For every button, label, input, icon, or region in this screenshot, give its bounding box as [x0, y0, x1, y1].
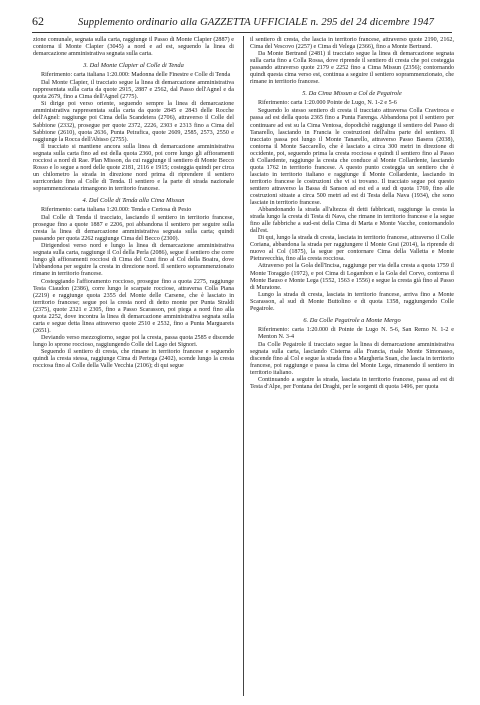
section-heading-6: 6. Da Colle Pegairole a Monte Mergo — [303, 316, 401, 324]
paragraph: Deviando verso mezzogiorno, segue poi la cresta, passa quota 2585 e discende lungo lo sprone roccioso, raggiungendo Colle del Lago dei Signori. — [33, 334, 234, 348]
paragraph: Dal Monte Clapier, il tracciato segue la linea di demarcazione amministrativa rappresentata sulla carta da quote 2915, 2887 e 2562, dal Passo dell'Agnel e da quota 2679, fino a Cima dell'Agnel (2775). — [33, 80, 234, 101]
reference-3: Riferimento: carta italiana 1:20.000: Madonna delle Finestre e Colle di Tenda — [41, 72, 231, 79]
running-title: Supplemento ordinario alla GAZZETTA UFFICIALE n. 295 del 24 dicembre 1947 — [78, 17, 434, 28]
paragraph: zione comunale, segnata sulla carta, raggiunge il Passo di Monte Clapier (2887) e contorna il Monte Clapier (3045) a nord e ad est, seguendo la linea di demarcazione amministrativa segnata sulla carta. — [33, 37, 234, 58]
header-rule — [32, 32, 452, 33]
paragraph: Dirigendosi verso nord e lungo la linea di demarcazione amministrativa segnata sulla carta, raggiunge il Col della Perla (2086), segue il sentiero che corre lungo gli affioramenti rocciosi di Cima del Cuni fino al Col della Boaira, dove l'abbandona per seguire la cresta in direzione nord. Il sentiero soprammenzionato rimane in territorio francese. — [33, 243, 234, 278]
running-head — [32, 14, 452, 30]
paragraph: Lungo la strada di cresta, lasciata in territorio francese, arriva fino a Monte Scarasson, al sud di Monte Buttolino e di quota 1358, raggiungendo Colle Pegairole. — [250, 291, 454, 312]
paragraph: Seguendo lo stesso sentiero di cresta il tracciato attraversa Colla Craviroca e passa ad est della quota 2365 fino a Punta Farenga. Abbandona poi il sentiero per continuare ad est su la Cima Ventosa, dopodichè raggiunge il sentiero del Passo di Tanarello, lasciando in Francia le costruzioni dell'altra parte del sentiero. Il tracciato passa poi lungo il Monte Tanarello, attraverso Passo Basera (2038), contorna il Monte Saccarello, che è lasciato a circa 300 metri in direzione di occidente, poi, seguendo prima la cresta rocciosa e quindi il sentiero fino al Passo di Collardente, raggiunge la cresta che conduce al Monte Collardente, lasciando quota 1762 in territorio francese. A questo punto costeggia un sentiero che è lasciato in territorio italiano e raggiunge il Monte Collardente, lasciando in territorio francese le costruzioni che vi si trovano. Il tracciato segue poi questo sentiero attraverso la Bassa di Sanson ad est ed a sud di quota 1769, fino alle costruzioni situate a circa 500 metri ad est di Testa della Nava (1934), che sono lasciate in territorio francese. — [250, 108, 454, 207]
section-heading-5: 5. Da Cima Missun a Col de Pegairole — [302, 90, 402, 98]
reference-5: Riferimento: carta 1:20.000 Pointe de Lugo, N. 1-2 e 5-6 — [258, 100, 397, 107]
column-divider — [243, 36, 244, 696]
reference-6: Riferimento: carta 1:20.000 di Pointe de Lugo N. 5-6, San Remo N. 1-2 e Menton N. 3-4 — [258, 326, 454, 340]
paragraph: Di qui, lungo la strada di cresta, lasciata in territorio francese, attraverso il Colle Coriana, abbandona la strada per raggiungere il Monte Grai (2014), la riprende di nuovo al Col (1875), la segue per contornare Cima della Valletta e Monte Pietravecchia, fino alla cresta rocciosa. — [250, 235, 454, 263]
paragraph: Da Monte Bertrand (2481) il tracciato segue la linea di demarcazione segnata sulla carta fino a Colla Rossa, dove riprende il sentiero di cresta che poi costeggia passando attraverso quote 2179 e 2252 fino a Cima Missun (2356); contornando quindi questa cima verso est, continua a seguire il sentiero soprammenzionato, che rimane in territorio francese. — [250, 51, 454, 86]
paragraph: Seguendo il sentiero di cresta, che rimane in territorio francese e seguendo quindi la cresta stessa, raggiunge Cima di Pertega (2402), scende lungo la cresta rocciosa fino al Colle della Valle Vecchia (2106); di qui segue — [33, 348, 234, 370]
paragraph: Abbandonando la strada all'altezza di detti fabbricati, raggiunge la cresta la strada lungo la cresta di Testa di Nava, che rimane in territorio francese e la segue fino alle fabbriche a sud-est della Cima di Marta e Monte Vacche, contornandolo dall'est. — [250, 207, 454, 235]
section-heading-4: 4. Dal Colle di Tenda alla Cima Missun — [82, 196, 185, 204]
paragraph: il sentiero di cresta, che lascia in territorio francese, attraverso quote 2190, 2162, Cima del Vescovo (2257) e Cima di Velega (2366), fino a Monte Bertrand. — [250, 37, 454, 51]
paragraph: Attraverso poi la Gola dell'Incisa, raggiunge per via della cresta a quota 1759 il Monte Toraggio (1972), e poi Cima di Logambon e la Gola del Corvo, contorna il Monte Bauso e Monte Lega (1552, 1563 e 1556) e segue la cresta già fino al Passo di Muratone. — [250, 263, 454, 291]
paragraph: Da Colle Pegairole il tracciato segue la linea di demarcazione amministrativa segnata sulla carta, lasciando Cisterna alla Francia, risale Monte Simonasso, discende fino al Col e segue la strada fino a Margheria Suan, che lascia in territorio francese, poi raggiunge e passa la cima del Monte Lega, rimanendo il sentiero in territorio italiano. — [250, 341, 454, 377]
page-number: 62 — [32, 14, 44, 28]
paragraph: Continuando a seguire la strada, lasciata in territorio francese, passa ad est di Testa d'Alpe, per Fontana dei Draghi, per le sorgenti di quota 1496, per quota — [250, 377, 454, 391]
right-column — [250, 37, 454, 391]
section-heading-3: 3. Dal Monte Clapier al Colle di Tenda — [83, 62, 184, 70]
paragraph: Si dirige poi verso oriente, seguendo sempre la linea di demarcazione amministrativa rappresentata sulla carta da quote 2845 e 2843 delle Rocche dell'Agnel: raggiunge poi Cima della Scandeiera (2706), attraverso il Colle del Sabbione (2332), prosegue per quote 2372, 2226, 2303 e 2313 fino a Cima del Sabbione (2610), quota 2636, Punta Peirafica, quote 2609, 2585, 2573, 2550 e raggiunge la Rocca dell'Abisso (2755). — [33, 101, 234, 143]
paragraph: Dal Colle di Tenda il tracciato, lasciando il sentiero in territorio francese, prosegue fino a quote 1887 e 2206, poi abbandona il sentiero per seguire sulla cresta la linea di demarcazione amministrativa segnata sulla carta; quindi passando per quota 2262 raggiunge Cima del Becco (2300). — [33, 215, 234, 243]
left-column — [33, 37, 234, 370]
reference-4: Riferimento: carta italiana 1:20.000: Tenda e Certosa di Pesio — [41, 207, 192, 214]
paragraph: Il tracciato si mantiene ancora sulla linea di demarcazione amministrativa segnata sulla carta fino ad est della quota 2360, poi corre lungo gli affioramenti rocciosi a nord di Rae. Plan Misson, da cui raggiunge il sentiero di Monte Becco Rosso e lo segue a nord delle quote 2181, 2116 e 1915; costeggia quindi per circa un chilometro la strada in direzione nord prima di riprendere il sentiero surricordato fino al Colle di Tenda. Il sentiero e la parte di strada nazionale soprammenzionata rimangono in territorio francese. — [33, 143, 234, 192]
paragraph: Costeggiando l'affioramento roccioso, prosegue fino a quota 2275, raggiunge Testa Ciaudon (2386), corre lungo le scarpate rocciose, attraversa Colla Piana (2219) e raggiunge quota 2355 del Monte delle Carsene, che è lasciato in territorio francese; segue poi la cresta nord di detto monte per Punta Straldi (2375), quote 2321 e 2305, fino a Passo Scarasson, poi piega a nord fino alla quota 2252, dove incontra la linea di demarcazione amministrativa segnata sulla carta e segue detta linea attraverso quote 2510 e 2532, fino a Punta Marguareis (2651). — [33, 278, 234, 334]
